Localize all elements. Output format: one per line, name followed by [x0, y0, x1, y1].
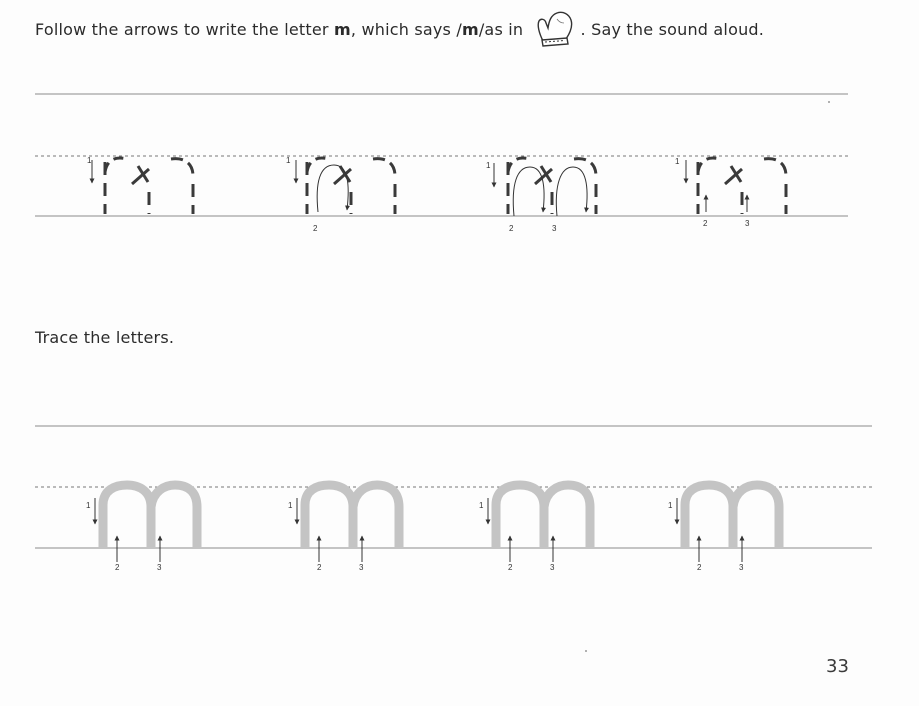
arch-join-2 [731, 166, 741, 182]
stroke-label-1: 1 [286, 156, 291, 165]
scan-speck [585, 650, 587, 652]
trace-letters-row [86, 485, 779, 572]
stroke-label-2: 2 [313, 224, 318, 233]
arch-join-2 [138, 166, 148, 182]
trace-m-4 [668, 485, 779, 572]
stroke-label-2: 2 [697, 563, 702, 572]
stroke-label-2: 2 [115, 563, 120, 572]
arch-1 [508, 158, 530, 172]
arrow-arch-1 [513, 167, 544, 216]
instruction-prefix: Follow the arrows to write the letter [35, 20, 334, 39]
dashed-m-3 [486, 158, 596, 233]
instruction-suffix: . Say the sound aloud. [580, 20, 765, 39]
arrow-arch-2 [556, 167, 587, 216]
arch-join-2 [340, 166, 350, 182]
instruction-sound-suffix: /as in [478, 20, 524, 39]
arch-2 [171, 159, 193, 176]
stroke-label-2: 2 [508, 563, 513, 572]
dashed-m-4 [675, 157, 786, 228]
stroke-label-1: 1 [479, 501, 484, 510]
stroke-label-1: 1 [86, 501, 91, 510]
stroke-label-1: 1 [486, 161, 491, 170]
stroke-label-2: 2 [509, 224, 514, 233]
dashed-m-2 [286, 156, 395, 233]
trace-m-3 [479, 485, 590, 572]
instruction-middle: , which says / [350, 20, 462, 39]
stroke-label-3: 3 [552, 224, 557, 233]
stroke-label-1: 1 [668, 501, 673, 510]
stroke-label-1: 1 [87, 156, 92, 165]
scan-speck [828, 101, 830, 103]
stroke-label-3: 3 [745, 219, 750, 228]
stroke-label-3: 3 [739, 563, 744, 572]
instruction-trace: Trace the letters. [35, 328, 175, 347]
arch-1 [698, 158, 720, 172]
stroke-label-1: 1 [288, 501, 293, 510]
stroke-label-3: 3 [550, 563, 555, 572]
dashed-m-1 [87, 156, 193, 214]
dashed-letters-row [87, 156, 786, 233]
arch-2 [373, 159, 395, 176]
stroke-label-3: 3 [157, 563, 162, 572]
arch-1 [105, 158, 127, 172]
trace-m-1 [86, 485, 197, 572]
stroke-label-2: 2 [317, 563, 322, 572]
stroke-label-3: 3 [359, 563, 364, 572]
trace-m-2 [288, 485, 399, 572]
guide-lines-row-1 [35, 94, 848, 216]
arch-2 [764, 159, 786, 176]
stroke-label-2: 2 [703, 219, 708, 228]
page-number: 33 [826, 656, 849, 677]
stroke-label-1: 1 [675, 157, 680, 166]
instruction-letter: m [334, 20, 351, 39]
arch-1 [307, 158, 329, 172]
instruction-sound-letter: m [461, 20, 479, 39]
